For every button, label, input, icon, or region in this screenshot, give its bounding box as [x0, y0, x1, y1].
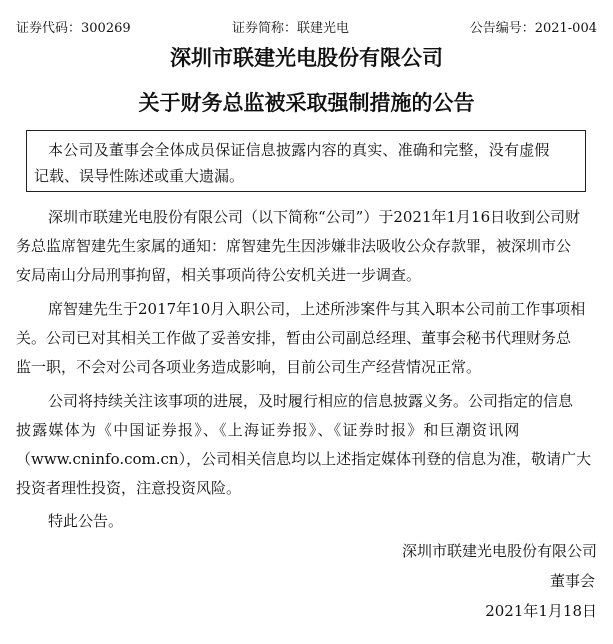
signature-company: 深圳市联建光电股份有限公司	[401, 542, 597, 560]
paragraph-3-line-1: 公司将持续关注该事项的进展，及时履行相应的信息披露义务。公司指定的信息	[48, 392, 574, 410]
header-line	[16, 20, 597, 38]
announcement-number: 公告编号：2021-004	[469, 21, 597, 36]
paragraph-2-line-2: 关。公司已对其相关工作做了妥善安排，暂由公司副总经理、董事会秘书代理财务总	[16, 329, 572, 347]
signature-board: 董事会	[549, 572, 595, 590]
closing-remark: 特此公告。	[48, 512, 124, 530]
paragraph-2-line-3: 监一职，不会对公司各项业务造成影响，目前公司生产经营情况正常。	[16, 358, 482, 376]
paragraph-3-line-3: （www.cninfo.com.cn），公司相关信息均以上述指定媒体刊登的信息为准，敬请广大	[16, 450, 592, 468]
paragraph-1-line-1: 深圳市联建光电股份有限公司（以下简称“公司”）于2021年1月16日收到公司财	[48, 208, 581, 226]
paragraph-3-line-4: 投资者理性投资，注意投资风险。	[16, 479, 242, 497]
notice-line-2: 记载、误导性陈述或重大遗漏。	[34, 167, 245, 185]
stock-code: 证券代码：300269	[16, 21, 131, 36]
paragraph-1-line-2: 务总监席智建先生家属的通知：席智建先生因涉嫌非法吸收公众存款罪，被深圳市公	[16, 237, 572, 255]
paragraph-3-line-2: 披露媒体为《中国证券报》、《上海证券报》、《证券时报》和巨潮资讯网	[16, 421, 521, 439]
stock-abbreviation: 证券简称：联建光电	[232, 21, 350, 36]
notice-line-1: 本公司及董事会全体成员保证信息披露内容的真实、准确和完整，没有虚假	[48, 141, 550, 159]
signature-date: 2021年1月18日	[485, 602, 597, 620]
paragraph-2-line-1: 席智建先生于2017年10月入职公司，上述所涉案件与其入职本公司前工作事项相	[48, 300, 586, 318]
announcement-title: 关于财务总监被采取强制措施的公告	[138, 90, 475, 115]
paragraph-1-line-3: 安局南山分局刑事拘留，相关事项尚待公安机关进一步调查。	[16, 266, 422, 284]
company-title: 深圳市联建光电股份有限公司	[170, 45, 443, 70]
